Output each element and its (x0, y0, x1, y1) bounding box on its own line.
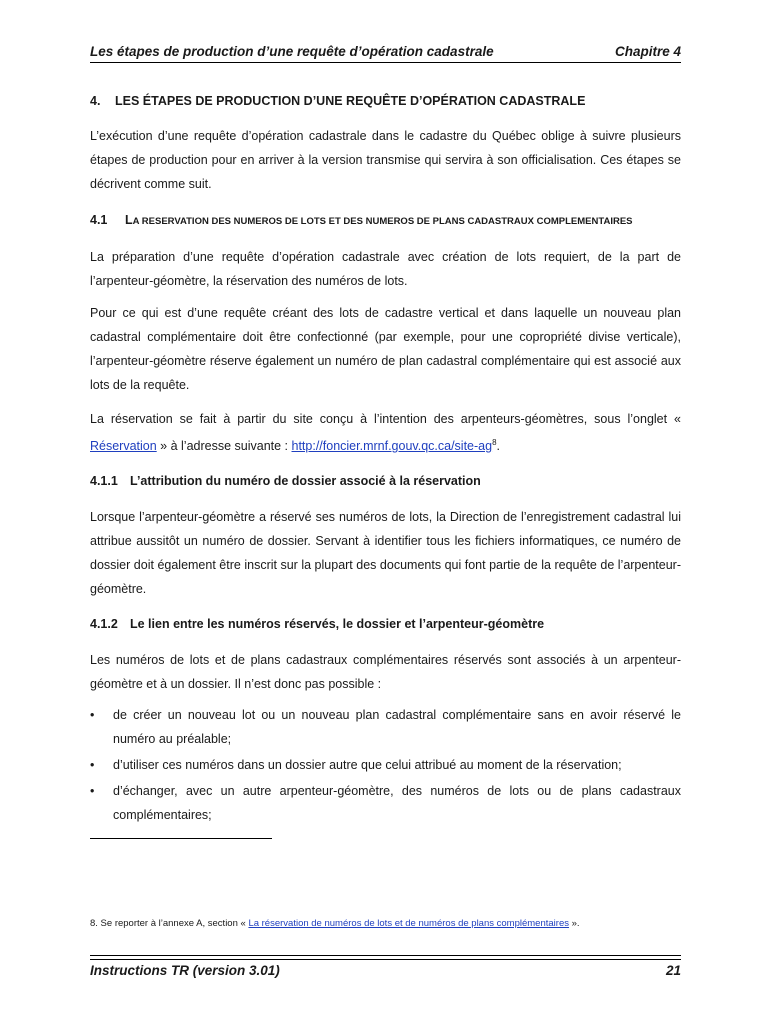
header-title: Les étapes de production d’une requête d’opération cadastrale (90, 44, 494, 59)
bullet-icon: • (90, 758, 95, 772)
document-page (90, 0, 681, 1024)
section-4-1-para-2: Pour ce qui est d’une requête créant des lots de cadastre vertical et dans laquelle un nouveau plan cadastral complémentaire doit être confectionné (par exemple, pour une copropriété divise verticale), l’arpenteur-géomètre réserve également un numéro de plan cadastral complémentaire qui est associé aux lots de la requête. (90, 306, 681, 392)
section-4-1-para-3 (90, 407, 681, 458)
section-4-1-2-para: Les numéros de lots et de plans cadastraux complémentaires réservés sont associés à un arpenteur-géomètre et à un dossier. Il n’est donc pas possible : (90, 653, 681, 691)
section-4-1-1-heading (90, 474, 481, 488)
page-footer (90, 963, 681, 978)
list-item-text: d’utiliser ces numéros dans un dossier autre que celui attribué au moment de la réservation; (113, 758, 622, 772)
list-item (90, 779, 681, 827)
site-ag-url-link[interactable]: http://foncier.mrnf.gouv.qc.ca/site-ag (291, 439, 493, 454)
section-4-1-2-number: 4.1.2 (90, 617, 118, 631)
list-item (90, 753, 681, 777)
footnote-divider (90, 838, 272, 839)
footer-divider-bottom (90, 959, 681, 960)
footnote-8 (90, 918, 580, 929)
section-4-heading (90, 94, 585, 108)
page-number: 21 (665, 963, 681, 978)
footnote-ref-8: 8 (492, 438, 497, 447)
section-4-intro: L’exécution d’une requête d’opération cadastrale dans le cadastre du Québec oblige à suivre plusieurs étapes de production pour en arriver à la version transmise qui servira à son officialisation. Ces étapes se décrivent comme suit. (90, 129, 681, 191)
list-item-text: de créer un nouveau lot ou un nouveau plan cadastral complémentaire sans en avoir réservé le numéro au préalable; (113, 708, 681, 746)
footnote-text-end: ». (568, 918, 580, 929)
bullet-icon: • (90, 708, 95, 722)
footnote-text-start: 8. Se reporter à l’annexe A, section « (90, 918, 249, 929)
para-3-text-end: . (496, 439, 500, 454)
section-4-1-2-title: Le lien entre les numéros réservés, le dossier et l’arpenteur-géomètre (130, 617, 545, 631)
page-header (90, 44, 681, 63)
section-4-1-2-heading (90, 617, 544, 631)
section-4-1-1-para: Lorsque l’arpenteur-géomètre a réservé ses numéros de lots, la Direction de l’enregistrement cadastral lui attribue aussitôt un numéro de dossier. Servant à identifier tous les fichiers informatiques, ce numéro de dossier doit également être inscrit sur la plupart des documents qui font partie de la requête de l’arpenteur-géomètre. (90, 510, 681, 596)
section-4-title: LES ÉTAPES DE PRODUCTION D’UNE REQUÊTE D’OPÉRATION CADASTRALE (115, 94, 586, 108)
section-4-1-heading (90, 213, 633, 227)
footnote-annex-link[interactable]: La réservation de numéros de lots et de numéros de plans complémentaires (248, 918, 569, 929)
footer-doc-title: Instructions TR (version 3.01) (90, 963, 280, 978)
restrictions-list (90, 703, 681, 829)
header-chapter: Chapitre 4 (614, 44, 681, 59)
section-4-1-title-initial: L (125, 213, 133, 227)
footer-divider-top (90, 955, 681, 956)
list-item-text: d’échanger, avec un autre arpenteur-géomètre, des numéros de lots ou de plans cadastraux complémentaires; (113, 784, 681, 822)
para-3-text-start: La réservation se fait à partir du site conçu à l’intention des arpenteurs-géomètres, sous l’onglet « (90, 412, 681, 426)
section-4-1-number: 4.1 (90, 213, 108, 227)
list-item (90, 703, 681, 751)
section-4-1-1-number: 4.1.1 (90, 474, 118, 488)
para-3-text-mid: » à l’adresse suivante : (156, 439, 292, 454)
bullet-icon: • (90, 784, 95, 798)
section-4-1-title: A RESERVATION DES NUMEROS DE LOTS ET DES NUMEROS DE PLANS CADASTRAUX COMPLEMENTAIRES (132, 216, 633, 227)
reservation-tab-link[interactable]: Réservation (90, 439, 157, 454)
section-4-1-para-1: La préparation d’une requête d’opération cadastrale avec création de lots requiert, de la part de l’arpenteur-géomètre, la réservation des numéros de lots. (90, 250, 681, 288)
section-4-number: 4. (90, 94, 101, 108)
section-4-1-1-title: L’attribution du numéro de dossier associé à la réservation (130, 474, 481, 488)
